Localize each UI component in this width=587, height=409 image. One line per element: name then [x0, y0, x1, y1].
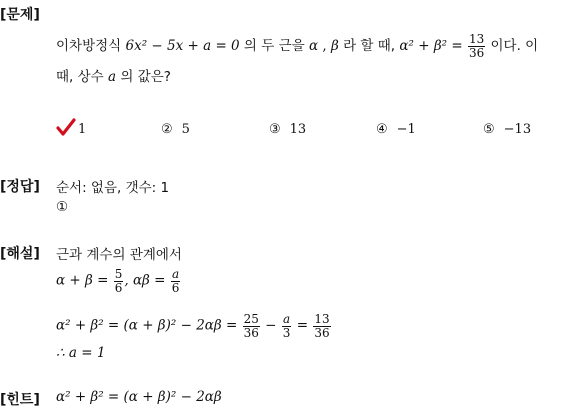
answer-label: [정답] — [0, 179, 40, 195]
fraction-denominator: 3 — [282, 325, 291, 340]
choice-3[interactable] — [269, 122, 306, 137]
problem-text: 의 값은? — [116, 69, 171, 85]
choice-value: 13 — [289, 122, 307, 137]
explanation-line-2 — [56, 268, 181, 294]
fraction-25-36 — [243, 313, 260, 339]
fraction-denominator: 6 — [114, 280, 123, 295]
constant-a: a — [108, 69, 117, 85]
problem-text: 이다. 이 — [486, 38, 539, 55]
answer-info: 순서: 없음, 갯수: 1 — [56, 180, 170, 196]
choice-2[interactable] — [161, 122, 190, 137]
choice-4[interactable] — [376, 122, 416, 137]
minus-sign: − — [260, 317, 281, 334]
choice-5[interactable] — [483, 122, 531, 137]
problem-label: [문제] — [0, 7, 40, 23]
problem-line-1 — [56, 33, 538, 59]
choice-number: ③ — [269, 122, 281, 137]
fraction-13-36 — [468, 33, 485, 59]
explanation-line-1: 근과 계수의 관계에서 — [56, 247, 182, 263]
fraction-a-6 — [171, 268, 181, 294]
sum-expression: α + β = — [56, 272, 113, 289]
problem-text: 의 두 근을 — [239, 38, 309, 55]
fraction-numerator: 13 — [314, 312, 330, 326]
choice-value: −13 — [503, 122, 532, 137]
fraction-13-36 — [313, 313, 330, 339]
choice-number: ④ — [376, 122, 388, 137]
hint-text: α² + β² = (α + β)² − 2αβ — [56, 389, 222, 405]
choice-number: ⑤ — [483, 122, 495, 137]
alpha-symbol: α — [308, 38, 319, 55]
problem-text: 때, 상수 — [56, 69, 108, 85]
fraction-numerator: a — [172, 267, 180, 281]
choice-1[interactable] — [78, 122, 86, 137]
fraction-a-3 — [282, 313, 292, 339]
explanation-conclusion: ∴ a = 1 — [56, 345, 106, 361]
problem-line-2 — [56, 65, 171, 85]
equation: 6x² − 5x + a = 0 — [125, 38, 240, 55]
fraction-denominator: 36 — [314, 325, 330, 340]
product-expression: , αβ = — [124, 272, 170, 289]
choice-value: 5 — [181, 122, 190, 137]
answer-choice: ① — [56, 199, 69, 215]
check-mark-icon — [56, 117, 76, 137]
beta-symbol: β — [330, 38, 339, 55]
fraction-denominator: 6 — [171, 280, 180, 295]
fraction-denominator: 36 — [468, 45, 485, 60]
sum-of-squares: α² + β² = — [399, 38, 467, 55]
fraction-numerator: 25 — [243, 312, 259, 326]
choice-value: −1 — [396, 122, 416, 137]
identity-expression: α² + β² = (α + β)² − 2αβ = — [56, 317, 242, 334]
explanation-label: [해설] — [0, 246, 40, 262]
fraction-denominator: 36 — [243, 325, 259, 340]
equals-sign: = — [292, 317, 313, 334]
problem-text: 이차방정식 — [56, 38, 126, 55]
fraction-numerator: 13 — [468, 32, 485, 46]
problem-text: 라 할 때, — [338, 38, 400, 55]
hint-label: [힌트] — [0, 392, 40, 408]
comma: , — [318, 38, 331, 55]
fraction-numerator: a — [283, 312, 291, 326]
choice-number: ② — [161, 122, 173, 137]
choice-value: 1 — [78, 122, 87, 137]
fraction-5-6 — [114, 268, 124, 294]
explanation-line-3 — [56, 313, 332, 339]
fraction-numerator: 5 — [114, 267, 123, 281]
